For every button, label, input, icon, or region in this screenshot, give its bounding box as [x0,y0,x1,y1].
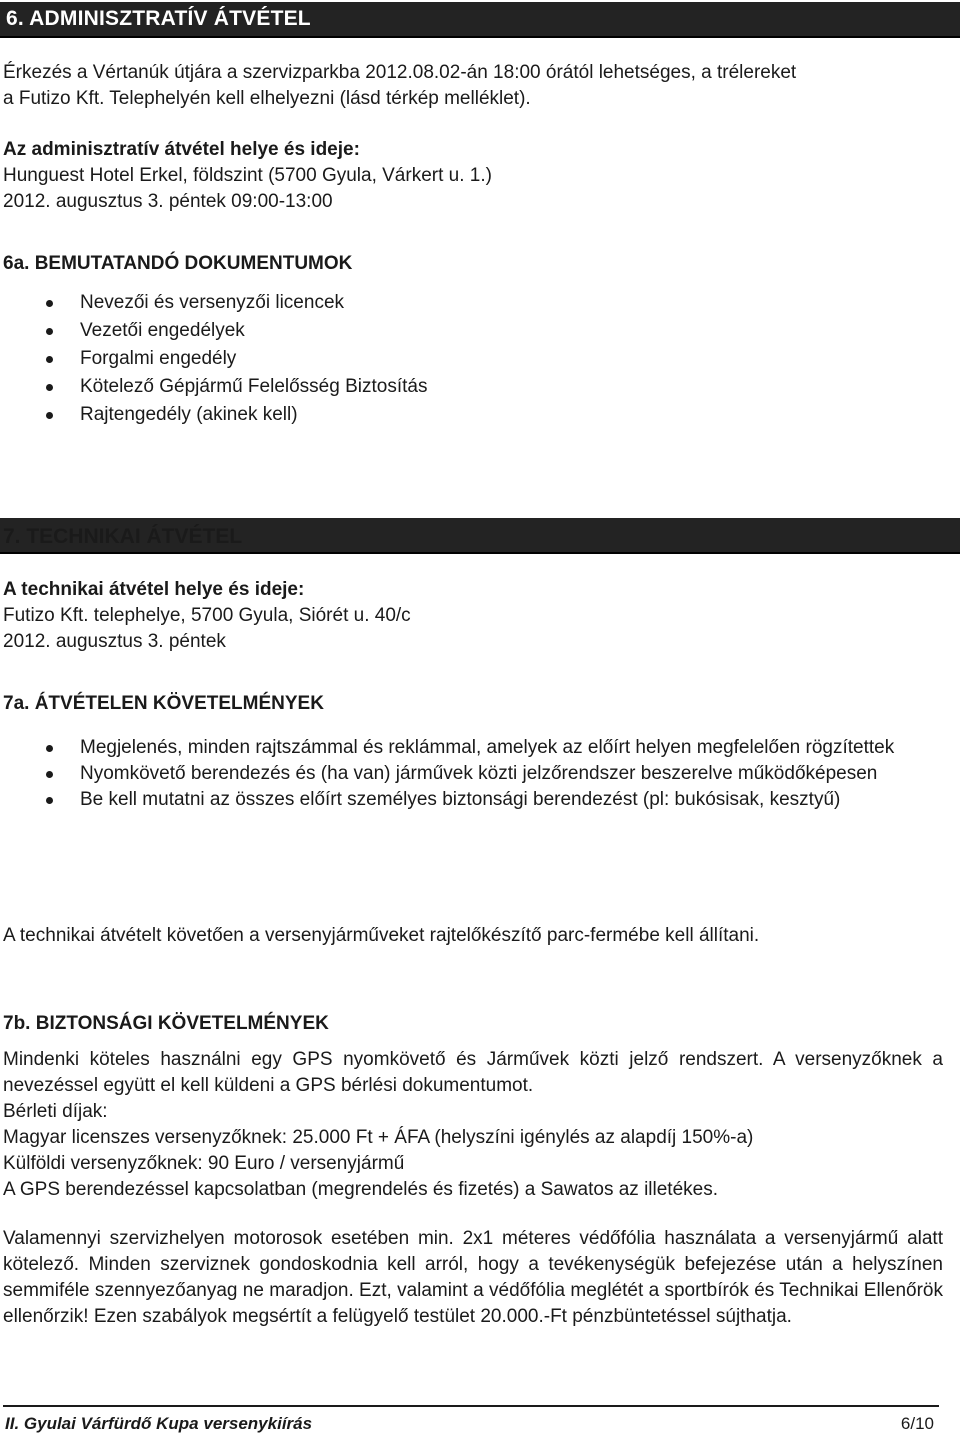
subsection-7a-heading: 7a. ÁTVÉTELEN KÖVETELMÉNYEK [3,693,324,714]
section-7-heading-row [3,524,943,550]
arrival-text [3,60,943,112]
gps-block [3,1047,943,1203]
subsection-6a-heading: 6a. BEMUTATANDÓ DOKUMENTUMOK [3,253,353,274]
tech-place-line-2: 2012. augusztus 3. péntek [3,631,226,652]
bullet-icon [46,328,53,335]
requirements-list [3,735,943,813]
list-item: Megjelenés, minden rajtszámmal és reklámmal, amelyek az előírt helyen megfelelően rögzítettek [3,735,943,761]
list-item: Be kell mutatni az összes előírt személyes biztonsági berendezést (pl: bukósisak, kesztyű) [3,787,943,813]
admin-place-block [3,137,943,215]
section-6-heading: 6. ADMINISZTRATÍV ÁTVÉTEL [6,7,311,30]
fee-domestic: Magyar licenszes versenyzőknek: 25.000 Ft + ÁFA (helyszíni igénylés az alapdíj 150%-a) [3,1127,754,1148]
subsection-7b-heading: 7b. BIZTONSÁGI KÖVETELMÉNYEK [3,1013,329,1034]
list-item: Nyomkövető berendezés és (ha van) járművek közti jelzőrendszer beszerelve működőképesen [3,761,943,787]
admin-place-label: Az adminisztratív átvétel helye és ideje: [3,139,360,160]
bullet-icon [46,412,53,419]
admin-place-line-1: Hunguest Hotel Erkel, földszint (5700 Gyula, Várkert u. 1.) [3,165,492,186]
list-item: Nevezői és versenyzői licencek [3,290,943,318]
tech-place-label: A technikai átvétel helye és ideje: [3,579,305,600]
arrival-line-1: Érkezés a Vértanúk útjára a szervizparkba 2012.08.02-án 18:00 órától lehetséges, a trélereket [3,62,797,83]
bullet-icon [46,356,53,363]
after-note-block [3,923,943,949]
foil-paragraph: Valamennyi szervizhelyen motorosok esetében min. 2x1 méteres védőfólia használata a versenyjármű alatt kötelező. Minden szerviznek gondoskodnia kell arról, hogy a tevékenységük befejezése után a helyszínen semmiféle szennyezőanyag ne maradjon. Ezt, valamint a védőfólia meglétét a sportbírók és Technikai Ellenőrök ellenőrzik! Ezen szabályok megsértít a felügyelő testület 20.000.-Ft pénzbüntetéssel sújthatja. [3,1228,943,1327]
foil-block [3,1226,943,1330]
bullet-icon [46,300,53,307]
footer-title: II. Gyulai Várfürdő Kupa versenykiírás [5,1414,313,1433]
after-note: A technikai átvételt követően a versenyjárműveket rajtelőkészítő parc-fermébe kell állítani. [3,925,760,946]
gps-paragraph: Mindenki köteles használni egy GPS nyomkövető és Járművek közti jelző rendszert. A versenyzőknek a nevezéssel együtt el kell küldeni a GPS bérlési dokumentumot. [3,1049,943,1096]
section-7-heading: 7. TECHNIKAI ÁTVÉTEL [3,525,243,548]
subsection-7a [3,691,943,717]
list-item: Rajtengedély (akinek kell) [3,402,943,430]
bullet-icon [46,745,53,752]
footer-divider [3,1405,939,1407]
fee-foreign: Külföldi versenyzőknek: 90 Euro / versenyjármű [3,1153,405,1174]
tech-place-block [3,577,943,655]
list-item: Kötelező Gépjármű Felelősség Biztosítás [3,374,943,402]
list-item: Forgalmi engedély [3,346,943,374]
section-6-heading-bar [0,2,960,38]
admin-place-line-2: 2012. augusztus 3. péntek 09:00-13:00 [3,191,333,212]
bullet-icon [46,771,53,778]
subsection-7b [3,1011,943,1037]
bullet-icon [46,384,53,391]
arrival-line-2: a Futizo Kft. Telephelyén kell elhelyezni (lásd térkép melléklet). [3,88,531,109]
documents-list [3,290,943,430]
list-item: Vezetői engedélyek [3,318,943,346]
bullet-icon [46,797,53,804]
subsection-6a [3,251,943,277]
gps-contact: A GPS berendezéssel kapcsolatban (megrendelés és fizetés) a Sawatos az illetékes. [3,1179,718,1200]
tech-place-line-1: Futizo Kft. telephelye, 5700 Gyula, Siórét u. 40/c [3,605,411,626]
page-number: 6/10 [900,1414,934,1433]
fees-label: Bérleti díjak: [3,1101,108,1122]
